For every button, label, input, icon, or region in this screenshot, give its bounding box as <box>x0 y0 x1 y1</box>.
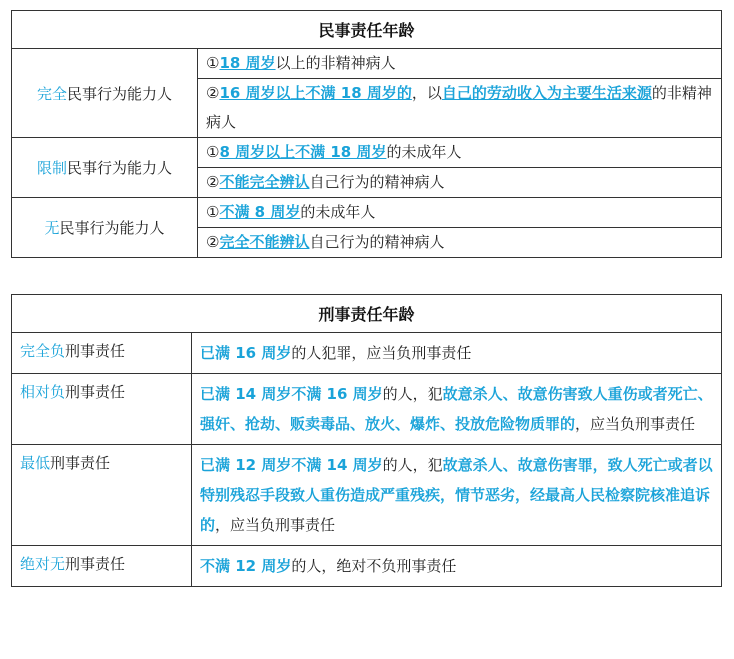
label-highlight: 最低 <box>20 454 51 472</box>
full-responsibility-label <box>12 333 192 374</box>
no-responsibility-desc <box>192 546 722 587</box>
table-row <box>12 374 722 445</box>
criminal-table-title: 刑事责任年龄 <box>12 295 722 333</box>
desc-text: ，应当负刑事责任 <box>575 415 696 433</box>
item-number: ① <box>206 203 220 221</box>
key-term: 已满 14 周岁不满 16 周岁 <box>200 385 383 403</box>
criminal-responsibility-table <box>11 294 722 587</box>
key-term: 不满 8 周岁 <box>219 203 301 221</box>
table-row <box>12 445 722 546</box>
key-term: 不能完全辨认 <box>219 173 310 191</box>
item-text: 的未成年人 <box>300 203 376 221</box>
label-highlight: 绝对无 <box>20 555 66 573</box>
label-highlight: 无 <box>44 219 60 237</box>
full-capacity-label <box>12 49 198 138</box>
label-text: 刑事责任 <box>65 342 126 360</box>
key-term: 故意杀人、故意伤害罪，致人死亡或者以特别残忍手段致人重伤造成严重残疾，情节恶劣，经最高人民检察院核准追诉的 <box>200 456 713 534</box>
label-highlight: 相对负 <box>20 383 66 401</box>
label-text: 民事行为能力人 <box>59 219 165 237</box>
item-number: ② <box>206 84 220 102</box>
relative-responsibility-desc <box>192 374 722 445</box>
key-term: 故意杀人、故意伤害致人重伤或者死亡、强奸、抢劫、贩卖毒品、放火、爆炸、投放危险物质罪的 <box>200 385 713 433</box>
key-term: 完全不能辨认 <box>219 233 310 251</box>
no-capacity-label <box>12 198 198 258</box>
key-term: 8 周岁以上不满 18 周岁 <box>219 143 387 161</box>
table-header-row <box>12 11 722 49</box>
civil-table-title: 民事责任年龄 <box>12 11 722 49</box>
label-text: 刑事责任 <box>65 383 126 401</box>
desc-text: 的人，绝对不负刑事责任 <box>291 557 457 575</box>
item-number: ② <box>206 233 220 251</box>
label-text: 刑事责任 <box>50 454 111 472</box>
item-text: 的未成年人 <box>386 143 462 161</box>
item-number: ① <box>206 54 220 72</box>
civil-capacity-table <box>11 10 722 258</box>
full-capacity-item-1 <box>198 49 722 79</box>
table-row <box>12 49 722 79</box>
table-row <box>12 546 722 587</box>
relative-responsibility-label <box>12 374 192 445</box>
label-highlight: 限制 <box>36 159 67 177</box>
label-text: 民事行为能力人 <box>67 84 173 103</box>
item-text: 自己行为的精神病人 <box>309 173 445 191</box>
table-row <box>12 138 722 168</box>
key-term: 不满 12 周岁 <box>200 557 292 575</box>
key-term: 自己的劳动收入为主要生活来源 <box>441 84 652 102</box>
limited-capacity-item-1 <box>198 138 722 168</box>
no-capacity-item-2 <box>198 228 722 258</box>
no-capacity-item-1 <box>198 198 722 228</box>
limited-capacity-item-2 <box>198 168 722 198</box>
key-term: 已满 16 周岁 <box>200 344 292 362</box>
full-responsibility-desc <box>192 333 722 374</box>
key-term: 16 周岁以上不满 18 周岁的 <box>219 84 412 102</box>
item-number: ② <box>206 173 220 191</box>
table-header-row <box>12 295 722 333</box>
desc-text: 的人，犯 <box>382 456 443 474</box>
limited-capacity-label <box>12 138 198 198</box>
label-text: 刑事责任 <box>65 555 126 573</box>
desc-text: 的人，犯 <box>382 385 443 403</box>
key-term: 已满 12 周岁不满 14 周岁 <box>200 456 383 474</box>
minimum-responsibility-desc <box>192 445 722 546</box>
item-text: 的非精神病人 <box>206 84 712 131</box>
item-text: 以上的非精神病人 <box>275 54 396 72</box>
label-highlight: 完全负 <box>20 342 66 360</box>
desc-text: ，应当负刑事责任 <box>215 516 336 534</box>
full-capacity-item-2 <box>198 79 722 138</box>
label-text: 民事行为能力人 <box>67 159 173 177</box>
item-text: 自己行为的精神病人 <box>309 233 445 251</box>
item-text: ，以 <box>411 84 442 102</box>
minimum-responsibility-label <box>12 445 192 546</box>
key-term: 18 周岁 <box>219 54 276 72</box>
no-responsibility-label <box>12 546 192 587</box>
table-row <box>12 333 722 374</box>
table-row <box>12 198 722 228</box>
item-number: ① <box>206 143 220 161</box>
label-highlight: 完全 <box>36 84 67 103</box>
desc-text: 的人犯罪，应当负刑事责任 <box>291 344 472 362</box>
